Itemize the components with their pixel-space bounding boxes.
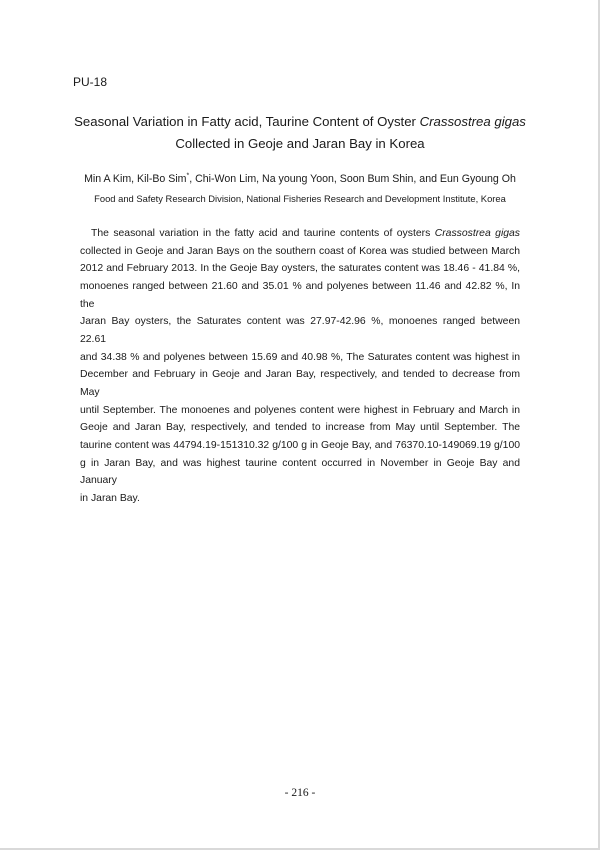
abstract-line: until September. The monoenes and polyenes content were highest in February and March in [80,404,520,416]
abstract-line: monoenes ranged between 21.60 and 35.01 % and polyenes between 11.46 and 42.82 %, In the [80,280,520,310]
abstract-line: Jaran Bay oysters, the Saturates content was 27.97-42.96 %, monoenes ranged between 22.61 [80,316,520,345]
abstract-line: collected in Geoje and Jaran Bays on the southern coast of Korea was studied between March [80,245,520,257]
abstract-line: 2012 and February 2013. In the Geoje Bay oysters, the saturates content was 18.46 - 41.84 %, [80,263,520,275]
abstract-line: and 34.38 % and polyenes between 15.69 and 40.98 %, The Saturates content was highest in [80,351,520,363]
affiliation: Food and Safety Research Division, National Fisheries Research and Development Institute, Korea [94,193,506,204]
title-line-1 [60,111,540,133]
abstract-paragraph [80,225,520,508]
abstract-line: December and February in Geoje and Jaran Bay, respectively, and tended to decrease from May [80,369,520,398]
authors-text-rest: , Chi-Won Lim, Na young Yoon, Soon Bum Shin, and Eun Gyoung Oh [189,173,516,185]
paper-title [60,111,540,155]
abstract-line: taurine content was 44794.19-151310.32 g/100 g in Geoje Bay, and 76370.10-149069.19 g/100 [80,439,520,451]
abstract-line [80,225,520,243]
abstract-line: g in Jaran Bay, and was highest taurine content occurred in November in Geoje Bay and January [80,457,520,487]
authors-text: Min A Kim, Kil-Bo Sim [84,173,187,185]
session-code: PU-18 [73,75,108,89]
abstract-body [80,225,520,508]
title-line-2: Collected in Geoje and Jaran Bay in Korea [175,136,425,151]
title-text: Seasonal Variation in Fatty acid, Taurine Content of Oyster [74,114,420,129]
abstract-text: The seasonal variation in the fatty acid and taurine contents of oysters [91,228,435,239]
author-list [40,172,560,186]
abstract-line: Geoje and Jaran Bay, respectively, and tended to increase from May until September. The [80,422,520,434]
abstract-line: in Jaran Bay. [80,492,140,504]
page-number: - 216 - [284,787,316,799]
abstract-species-name: Crassostrea gigas [434,228,521,239]
title-species-name: Crassostrea gigas [419,114,526,129]
corresponding-author-mark: * [186,172,190,180]
